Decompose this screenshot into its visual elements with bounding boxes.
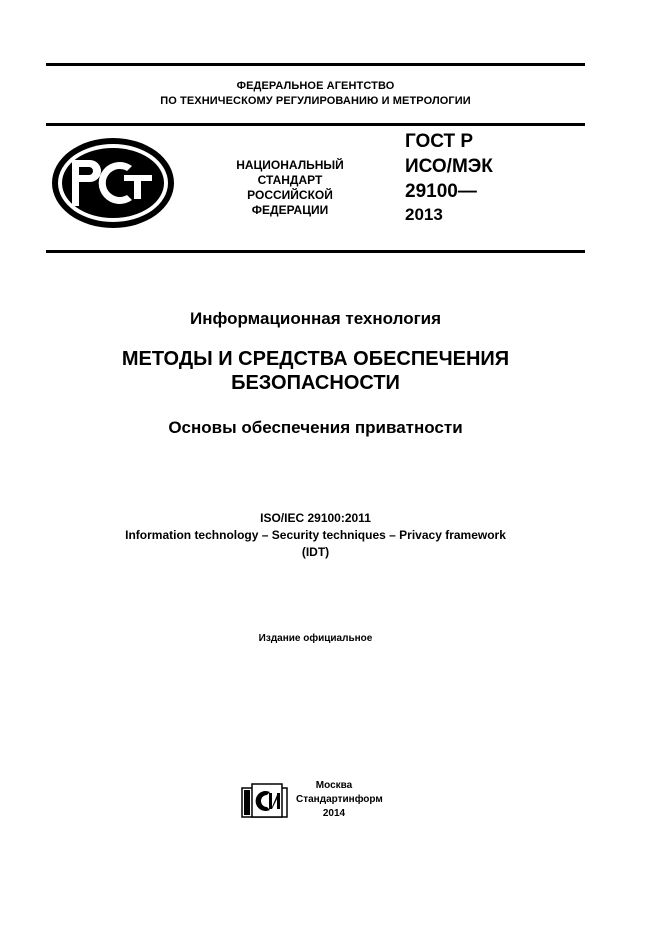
standard-designation <box>405 129 493 226</box>
document-title <box>46 347 585 395</box>
standard-type <box>214 158 366 218</box>
designation-year: 2013 <box>405 205 443 224</box>
top-rule <box>46 63 585 66</box>
standard-type-line: НАЦИОНАЛЬНЫЙ <box>236 158 344 172</box>
designation-line: ИСО/МЭК <box>405 156 493 177</box>
equivalence-degree: (IDT) <box>301 545 330 559</box>
designation-line: ГОСТ Р <box>405 131 474 152</box>
english-title: Information technology – Security techniques – Privacy framework <box>125 528 506 542</box>
document-subject: Информационная технология <box>189 309 442 328</box>
standard-type-line: РОССИЙСКОЙ <box>247 188 333 202</box>
iso-reference: ISO/IEC 29100:2011 <box>260 511 371 525</box>
publication-year: 2014 <box>322 808 346 819</box>
agency-name <box>46 79 585 109</box>
international-reference <box>46 510 585 561</box>
document-part-title: Основы обеспечения приватности <box>168 418 463 437</box>
title-line-2: БЕЗОПАСНОСТИ <box>231 372 400 394</box>
publisher-name: Стандартинформ <box>296 794 383 805</box>
standard-type-line: ФЕДЕРАЦИИ <box>251 203 329 217</box>
designation-line: 29100— <box>405 181 477 202</box>
title-line-1: МЕТОДЫ И СРЕДСТВА ОБЕСПЕЧЕНИЯ <box>121 348 510 370</box>
publisher-imprint <box>296 779 383 821</box>
edition-note: Издание официальное <box>258 633 373 644</box>
designation-rule <box>46 250 585 253</box>
rst-logo-icon <box>50 136 176 230</box>
standard-type-line: СТАНДАРТ <box>257 173 323 187</box>
header-rule <box>46 123 585 126</box>
agency-line-2: ПО ТЕХНИЧЕСКОМУ РЕГУЛИРОВАНИЮ И МЕТРОЛОГИИ <box>160 95 471 107</box>
agency-line-1: ФЕДЕРАЛЬНОЕ АГЕНТСТВО <box>236 80 395 92</box>
publisher-logo-icon <box>241 783 288 818</box>
publisher-city: Москва <box>315 780 353 791</box>
